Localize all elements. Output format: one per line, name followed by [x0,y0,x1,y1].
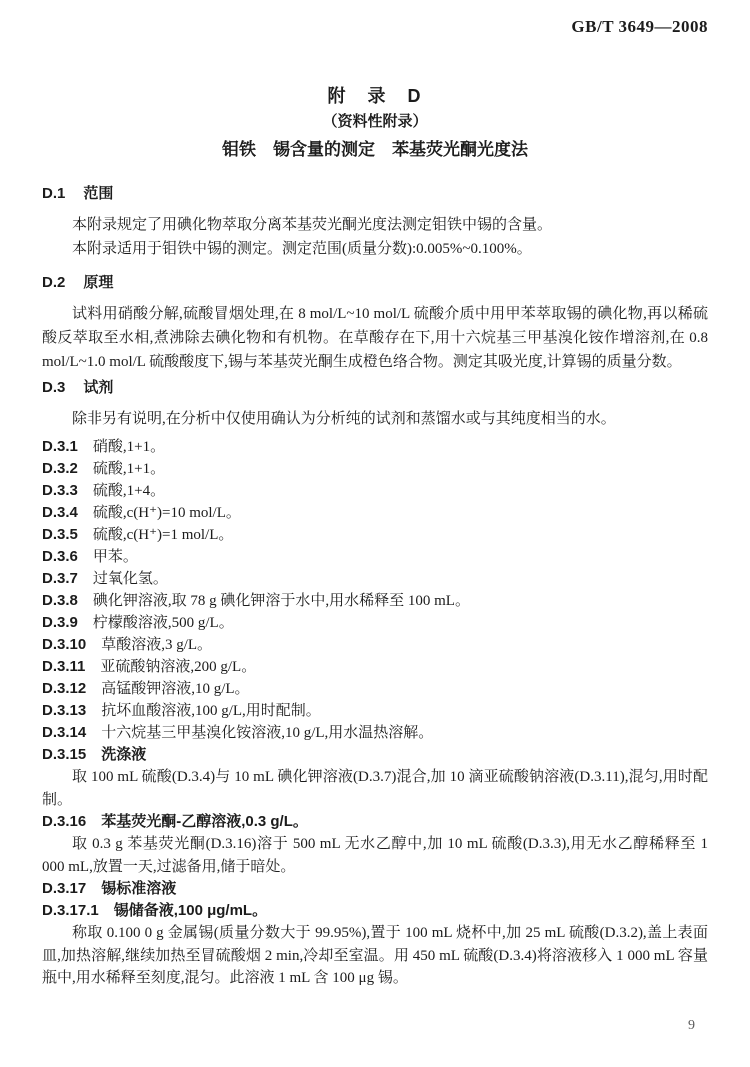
page-number: 9 [688,1018,695,1033]
clause-number: D.3.2 [42,460,78,477]
clause-text: 锡储备液,100 μg/mL。 [113,902,268,919]
reagent-item-d3-8 [42,590,708,612]
clause-number: D.3.3 [42,482,78,499]
reagent-item-d3-1 [42,436,708,458]
clause-number: D.3.11 [42,658,86,675]
clause-text: 草酸溶液,3 g/L。 [101,637,213,653]
section-number: D.3 [42,379,66,396]
clause-number: D.3.6 [42,548,78,565]
clause-text: 过氧化氢。 [92,571,168,587]
clause-text: 硫酸,c(H⁺)=10 mol/L。 [92,505,241,521]
clause-number: D.3.4 [42,504,78,521]
section-number: D.1 [42,185,66,202]
paragraph-d2-principle: 试料用硝酸分解,硫酸冒烟处理,在 8 mol/L~10 mol/L 硫酸介质中用甲苯萃取锡的碘化物,再以稀硫酸反萃取至水相,煮沸除去碘化物和有机物。在草酸存在下,用十六烷基三甲基溴化铵作增溶剂,在 0.8 mol/L~1.0 mol/L 硫酸酸度下,锡与苯基荧光酮生成橙色络合物。测定其吸光度,计算锡的质量分数。 [42,306,708,370]
clause-text: 锡标准溶液 [101,880,177,897]
clause-number: D.3.12 [42,680,87,697]
clause-number: D.3.16 [42,813,87,830]
clause-text: 抗坏血酸溶液,100 g/L,用时配制。 [101,703,321,719]
clause-number: D.3.13 [42,702,87,719]
clause-text: 硝酸,1+1。 [92,439,166,455]
clause-text: 亚硫酸钠溶液,200 g/L。 [100,659,257,675]
clause-number: D.3.9 [42,614,78,631]
clause-number: D.3.17 [42,880,87,897]
appendix-subject: 钼铁 锡含量的测定 苯基荧光酮光度法 [222,140,528,159]
paragraph-d3-15: 取 100 mL 硫酸(D.3.4)与 10 mL 碘化钾溶液(D.3.7)混合,加 10 滴亚硫酸钠溶液(D.3.11),混匀,用时配制。 [42,769,708,808]
reagent-item-d3-9 [42,612,708,634]
page-header [42,16,708,38]
section-title: 原理 [83,274,114,291]
standard-code: GB/T 3649—2008 [571,17,708,36]
reagent-item-d3-16 [42,811,708,833]
clause-text: 硫酸,1+1。 [92,461,166,477]
section-number: D.2 [42,274,66,291]
reagent-item-d3-15 [42,744,708,766]
clause-number: D.3.10 [42,636,87,653]
reagent-item-d3-17-1 [42,900,708,922]
clause-number: D.3.15 [42,746,87,763]
reagent-item-d3-7 [42,568,708,590]
clause-text: 甲苯。 [92,549,138,565]
clause-text: 柠檬酸溶液,500 g/L。 [92,615,234,631]
paragraph-d1-scope: 本附录规定了用碘化物萃取分离苯基荧光酮光度法测定钼铁中锡的含量。 [72,217,553,233]
section-heading-d2 [42,273,708,293]
appendix-title-block [42,84,708,162]
clause-number: D.3.7 [42,570,78,587]
appendix-type: （资料性附录） [322,113,428,130]
clause-text: 高锰酸钾溶液,10 g/L。 [101,681,250,697]
reagent-item-d3-2 [42,458,708,480]
reagent-item-d3-12 [42,678,708,700]
clause-number: D.3.1 [42,438,78,455]
reagent-item-d3-6 [42,546,708,568]
clause-text: 碘化钾溶液,取 78 g 碘化钾溶于水中,用水稀释至 100 mL。 [92,593,470,609]
clause-number: D.3.17.1 [42,902,99,919]
paragraph-d3-17-1: 称取 0.100 0 g 金属锡(质量分数大于 99.95%),置于 100 mL 烧杯中,加 25 mL 硫酸(D.3.2),盖上表面皿,加热溶解,继续加热至冒硫酸烟 2 min,冷却至室温。用 450 mL 硫酸(D.3.4)将溶液移入 1 000 mL 容量瓶中,用水稀释至刻度,混匀。此溶液 1 mL 含 100 μg 锡。 [42,925,708,986]
reagent-item-d3-4 [42,502,708,524]
reagent-item-d3-14 [42,722,708,744]
section-heading-d3 [42,378,708,398]
clause-text: 洗涤液 [101,746,147,763]
appendix-heading: 附 录 D [327,86,423,106]
section-heading-d1 [42,184,708,204]
reagent-item-d3-10 [42,634,708,656]
clause-text: 十六烷基三甲基溴化铵溶液,10 g/L,用水温热溶解。 [101,725,434,741]
reagent-item-d3-13 [42,700,708,722]
paragraph-d1-range: 本附录适用于钼铁中锡的测定。测定范围(质量分数):0.005%~0.100%。 [72,241,532,257]
clause-text: 硫酸,c(H⁺)=1 mol/L。 [92,527,234,543]
reagent-item-d3-5 [42,524,708,546]
clause-number: D.3.5 [42,526,78,543]
paragraph-d3-16: 取 0.3 g 苯基荧光酮(D.3.16)溶于 500 mL 无水乙醇中,加 10 mL 硫酸(D.3.3),用无水乙醇稀释至 1 000 mL,放置一天,过滤备用,储于暗处。 [42,836,708,875]
clause-number: D.3.14 [42,724,87,741]
reagent-list [42,436,708,990]
clause-number: D.3.8 [42,592,78,609]
section-title: 范围 [83,185,114,202]
clause-text: 苯基荧光酮-乙醇溶液,0.3 g/L。 [101,813,308,830]
reagent-item-d3-17 [42,878,708,900]
paragraph-d3-intro: 除非另有说明,在分析中仅使用确认为分析纯的试剂和蒸馏水或与其纯度相当的水。 [72,411,616,427]
reagent-item-d3-11 [42,656,708,678]
section-title: 试剂 [83,379,114,396]
clause-text: 硫酸,1+4。 [92,483,166,499]
reagent-item-d3-3 [42,480,708,502]
